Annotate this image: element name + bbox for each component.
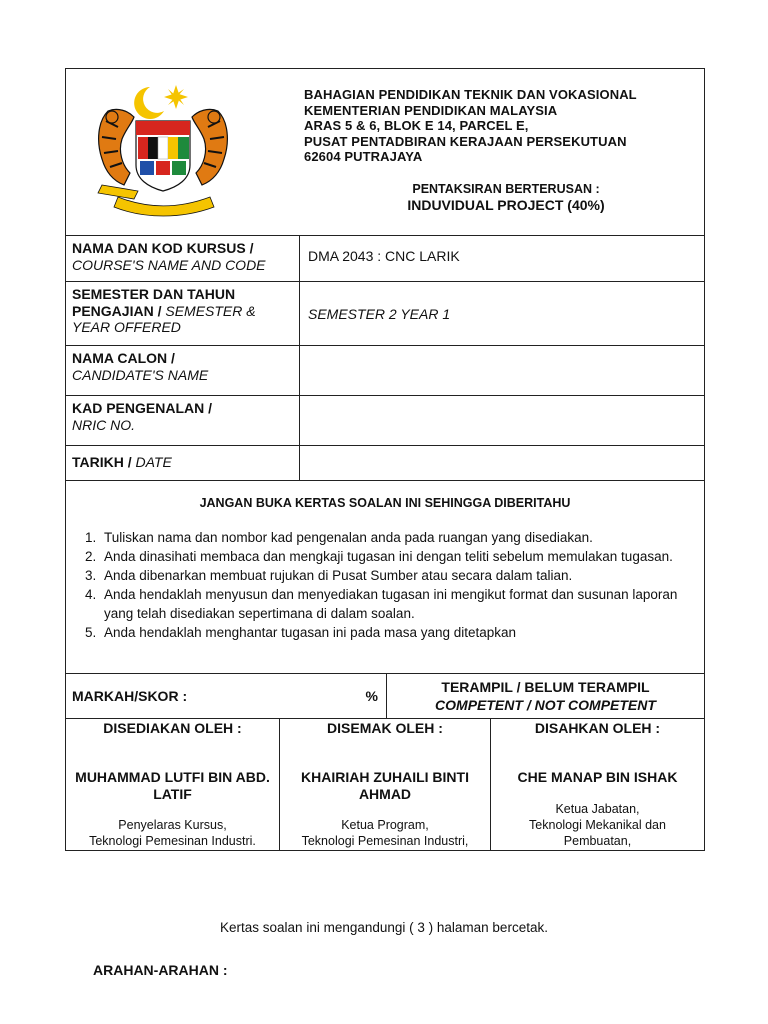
instruction-item: 3. Anda dibenarkan membuat rujukan di Pusat Sumber atau secara dalam talian.	[100, 566, 704, 585]
agency-line: BAHAGIAN PENDIDIKAN TEKNIK DAN VOKASIONAL	[304, 87, 637, 102]
signatory-department: Teknologi Pemesinan Industri,	[301, 834, 469, 848]
field-row-date	[66, 446, 704, 481]
field-row-semester	[66, 282, 704, 346]
field-row-candidate-name	[66, 346, 704, 396]
agency-line: PUSAT PENTADBIRAN KERAJAAN PERSEKUTUAN	[304, 133, 627, 149]
agency-line: 62604 PUTRAJAYA	[304, 149, 423, 164]
signatory-reviewed	[279, 719, 490, 850]
instructions-heading: ARAHAN-ARAHAN :	[93, 962, 228, 978]
signatory-name: CHE MANAP BIN ISHAK	[517, 769, 678, 785]
agency-line: KEMENTERIAN PENDIDIKAN MALAYSIA	[304, 102, 558, 118]
do-not-open-warning: JANGAN BUKA KERTAS SOALAN INI SEHINGGA DIBERITAHU	[199, 496, 571, 510]
field-label-malay: SEMESTER DAN TAHUN PENGAJIAN /	[72, 286, 236, 319]
candidate-name-field[interactable]	[300, 346, 704, 395]
score-row	[66, 674, 704, 719]
course-value[interactable]: DMA 2043 : CNC LARIK	[308, 248, 460, 264]
signatory-position: Penyelaras Kursus,	[118, 818, 227, 832]
instructions-section	[66, 481, 704, 674]
competency-malay: TERAMPIL / BELUM TERAMPIL	[441, 679, 650, 695]
competency-cell	[387, 674, 704, 718]
signatory-approved	[490, 719, 704, 850]
instruction-item: 2. Anda dinasihati membaca dan mengkaji tugasan ini dengan teliti sebelum memulakan tugasan.	[100, 547, 704, 566]
field-label-malay: NAMA CALON /	[72, 350, 175, 366]
score-label: MARKAH/SKOR :	[72, 688, 188, 704]
field-label-english: DATE	[135, 454, 172, 470]
nric-field[interactable]	[300, 396, 704, 445]
field-label-english: CANDIDATE'S NAME	[72, 366, 209, 383]
field-label-english: COURSE'S NAME AND CODE	[72, 256, 266, 273]
field-label-malay: NAMA DAN KOD KURSUS /	[72, 240, 254, 256]
instruction-item: 4. Anda hendaklah menyusun dan menyediakan tugasan ini mengikut format dan susunan laporan yang telah disediakan sepertimana di dalam soalan.	[100, 585, 704, 623]
page-count-note: Kertas soalan ini mengandungi ( 3 ) halaman bercetak.	[220, 920, 548, 935]
field-label-english: NRIC NO.	[72, 416, 135, 433]
signatory-title: DISAHKAN OLEH :	[534, 720, 661, 736]
semester-value[interactable]: SEMESTER 2 YEAR 1	[308, 305, 451, 322]
field-row-course	[66, 236, 704, 282]
competency-english: COMPETENT / NOT COMPETENT	[435, 697, 656, 713]
field-label	[66, 396, 300, 445]
score-cell[interactable]	[66, 674, 387, 718]
field-label	[66, 446, 300, 480]
date-field[interactable]	[300, 446, 704, 480]
signatory-title: DISEDIAKAN OLEH :	[103, 720, 242, 736]
header-section	[66, 69, 704, 236]
signatory-name: KHAIRIAH ZUHAILI BINTI AHMAD	[301, 769, 469, 802]
field-label-malay: TARIKH /	[72, 454, 132, 470]
signatory-name: MUHAMMAD LUTFI BIN ABD. LATIF	[75, 769, 270, 802]
field-label	[66, 346, 300, 395]
field-row-nric	[66, 396, 704, 446]
signatory-position: Ketua Jabatan,	[555, 802, 640, 816]
signatory-department: Teknologi Mekanikal dan Pembuatan,	[529, 818, 666, 848]
signatory-prepared	[66, 719, 279, 850]
project-title: INDUVIDUAL PROJECT (40%)	[407, 197, 605, 213]
cover-sheet	[65, 68, 705, 851]
field-label-malay: KAD PENGENALAN /	[72, 400, 213, 416]
field-label	[66, 236, 300, 281]
agency-line: ARAS 5 & 6, BLOK E 14, PARCEL E,	[304, 118, 529, 133]
signatory-department: Teknologi Pemesinan Industri.	[89, 834, 256, 848]
agency-address	[304, 87, 637, 165]
assessment-heading	[356, 181, 656, 213]
signatory-position: Ketua Program,	[341, 818, 429, 832]
percent-sign: %	[365, 688, 378, 704]
assessment-title: PENTAKSIRAN BERTERUSAN :	[412, 182, 600, 196]
signatory-title: DISEMAK OLEH :	[327, 720, 443, 736]
instruction-item: 1. Tuliskan nama dan nombor kad pengenalan anda pada ruangan yang disediakan.	[100, 528, 704, 547]
instruction-item: 5. Anda hendaklah menghantar tugasan ini pada masa yang ditetapkan	[100, 623, 704, 642]
malaysia-coat-of-arms-icon	[88, 81, 238, 221]
field-label	[66, 282, 300, 345]
instruction-list	[66, 528, 704, 642]
signatories-row	[66, 719, 704, 850]
field-label-english: SEMESTER & YEAR OFFERED	[72, 302, 256, 335]
